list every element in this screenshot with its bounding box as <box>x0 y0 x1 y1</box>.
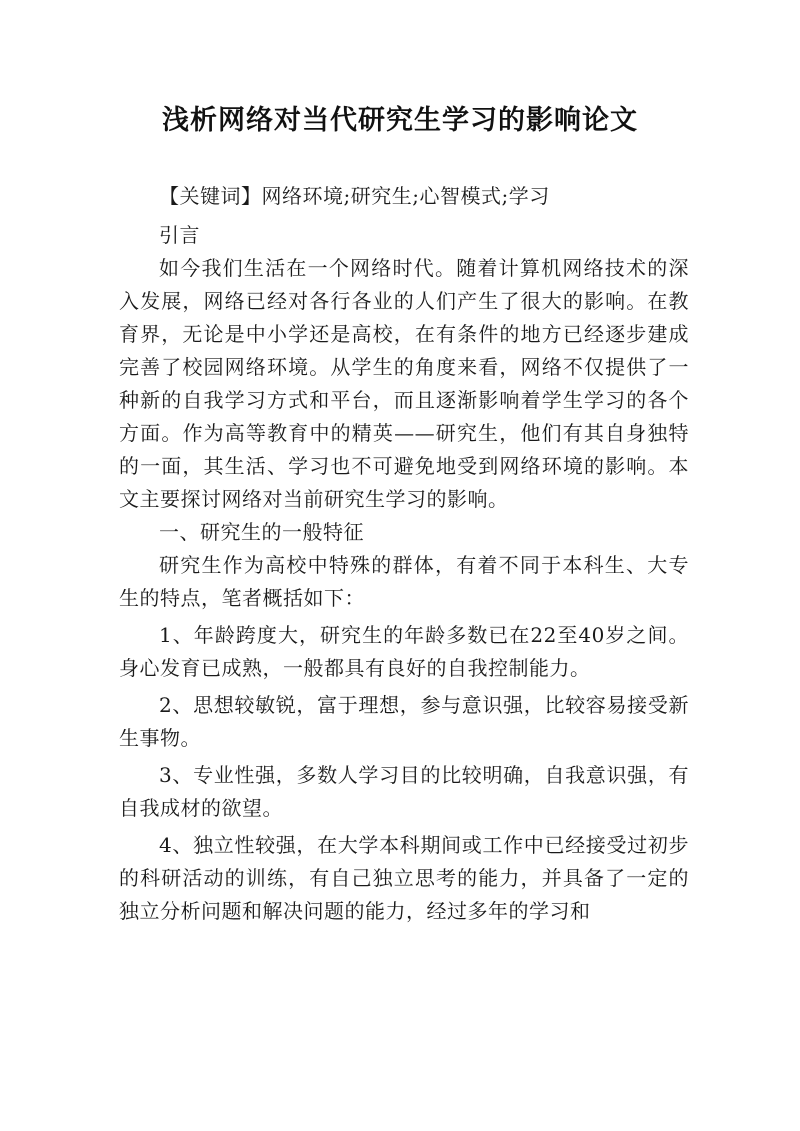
section-paragraph: 研究生作为高校中特殊的群体，有着不同于本科生、大专生的特点，笔者概括如下： <box>119 553 689 610</box>
section-heading: 一、研究生的一般特征 <box>159 520 364 544</box>
intro-paragraph: 如今我们生活在一个网络时代。随着计算机网络技术的深入发展，网络已经对各行各业的人们产生了很大的影响。在教育界，无论是中小学还是高校，在有条件的地方已经逐步建成完善了校园网络环境。从学生的角度来看，网络不仅提供了一种新的自我学习方式和平台，而且逐渐影响着学生学习的各个方面。作为高等教育中的精英——研究生，他们有其自身独特的一面，其生活、学习也不可避免地受到网络环境的影响。本文主要探讨网络对当前研究生学习的影响。 <box>119 256 689 511</box>
intro-heading: 引言 <box>159 223 200 247</box>
document-body <box>119 180 689 928</box>
list-item: 4、独立性较强，在大学本科期间或工作中已经接受过初步的科研活动的训练，有自己独立思考的能力，并具备了一定的独立分析问题和解决问题的能力，经过多年的学习和 <box>119 833 689 923</box>
list-item: 1、年龄跨度大，研究生的年龄多数已在22至40岁之间。身心发育已成熟，一般都具有良好的自我控制能力。 <box>119 623 689 680</box>
list-item: 2、思想较敏锐，富于理想，参与意识强，比较容易接受新生事物。 <box>119 693 689 750</box>
document-title: 浅析网络对当代研究生学习的影响论文 <box>162 105 638 136</box>
keywords-line: 【关键词】网络环境;研究生;心智模式;学习 <box>159 184 550 208</box>
list-item: 3、专业性强，多数人学习目的比较明确，自我意识强，有自我成材的欲望。 <box>119 763 689 820</box>
